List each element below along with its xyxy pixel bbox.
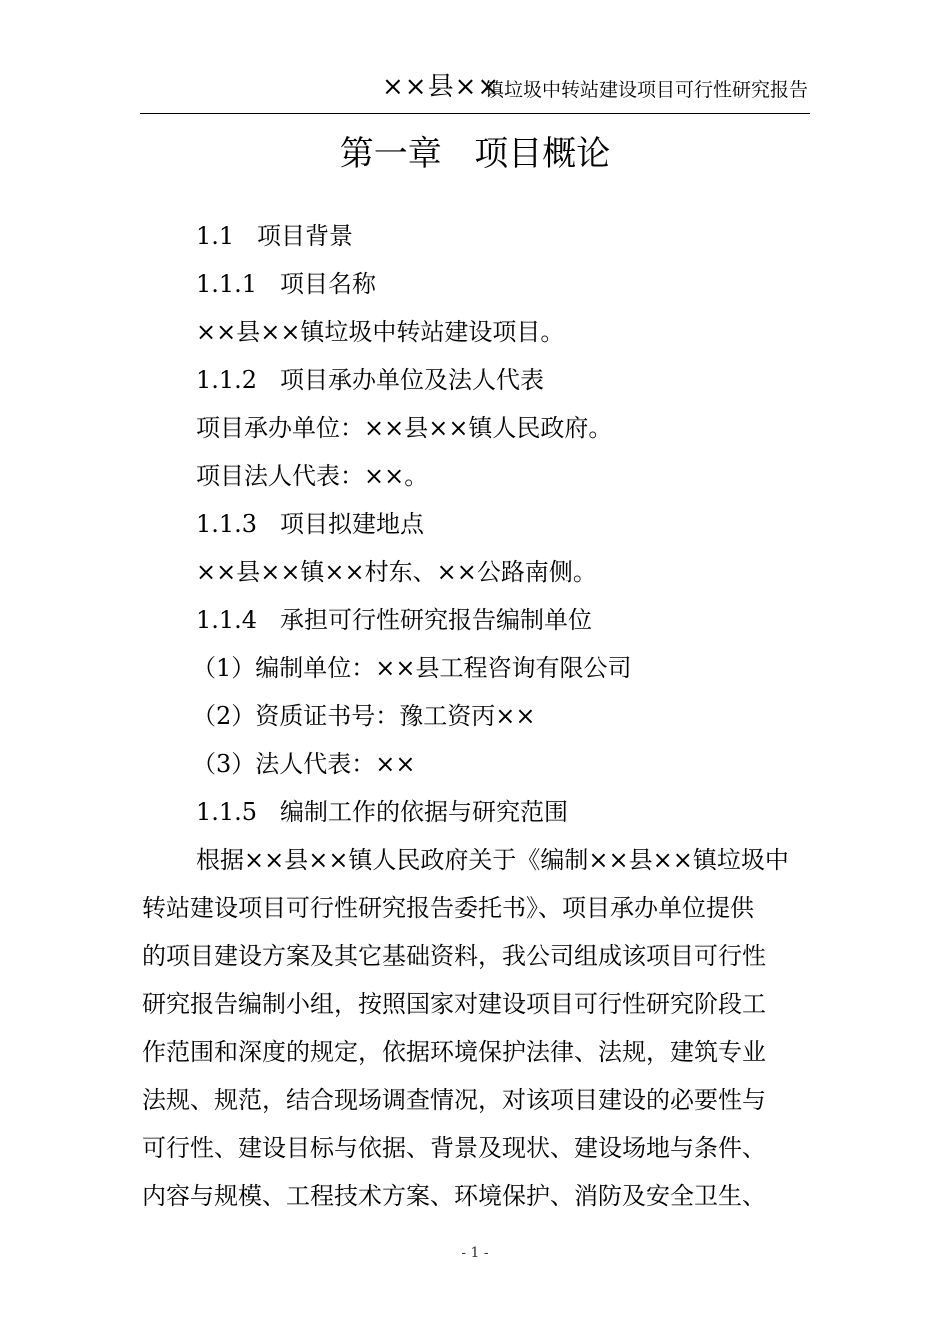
header-prefix: ××县×× xyxy=(382,72,501,102)
page-number: - 1 - xyxy=(461,1245,489,1261)
text-line: 1.1.1 项目名称 xyxy=(196,270,376,298)
text-line: 可行性、建设目标与依据、背景及现状、建设场地与条件、 xyxy=(142,1134,766,1162)
text-line: （2）资质证书号：豫工资丙×× xyxy=(192,702,536,730)
text-line: 1.1 项目背景 xyxy=(196,222,354,250)
text-line: 转站建设项目可行性研究报告委托书》、项目承办单位提供 xyxy=(142,894,754,922)
text-line: 作范围和深度的规定，依据环境保护法律、法规，建筑专业 xyxy=(142,1038,766,1066)
header-rule xyxy=(140,113,810,114)
text-line: 项目法人代表：××。 xyxy=(196,462,429,490)
text-line: 研究报告编制小组，按照国家对建设项目可行性研究阶段工 xyxy=(142,990,766,1018)
text-line: 1.1.2 项目承办单位及法人代表 xyxy=(196,366,544,394)
text-line: 的项目建设方案及其它基础资料，我公司组成该项目可行性 xyxy=(142,942,766,970)
text-line: ××县××镇垃圾中转站建设项目。 xyxy=(196,318,565,346)
text-line: 根据××县××镇人民政府关于《编制××县××镇垃圾中 xyxy=(196,846,789,874)
text-line: 1.1.5 编制工作的依据与研究范围 xyxy=(196,798,568,826)
text-line: 1.1.4 承担可行性研究报告编制单位 xyxy=(196,606,592,634)
header-title: 镇垃圾中转站建设项目可行性研究报告 xyxy=(484,79,808,101)
text-line: （1）编制单位：××县工程咨询有限公司 xyxy=(192,654,632,682)
text-line: 1.1.3 项目拟建地点 xyxy=(196,510,424,538)
document-body xyxy=(142,212,882,1220)
text-line: ××县××镇××村东、××公路南侧。 xyxy=(196,558,597,586)
text-line: （3）法人代表：×× xyxy=(192,750,416,778)
page-header xyxy=(140,58,810,114)
chapter-title: 第一章 项目概论 xyxy=(339,134,611,174)
text-line: 内容与规模、工程技术方案、环境保护、消防及安全卫生、 xyxy=(142,1182,766,1210)
text-line: 项目承办单位：××县××镇人民政府。 xyxy=(196,414,613,442)
text-line: 法规、规范，结合现场调查情况，对该项目建设的必要性与 xyxy=(142,1086,766,1114)
